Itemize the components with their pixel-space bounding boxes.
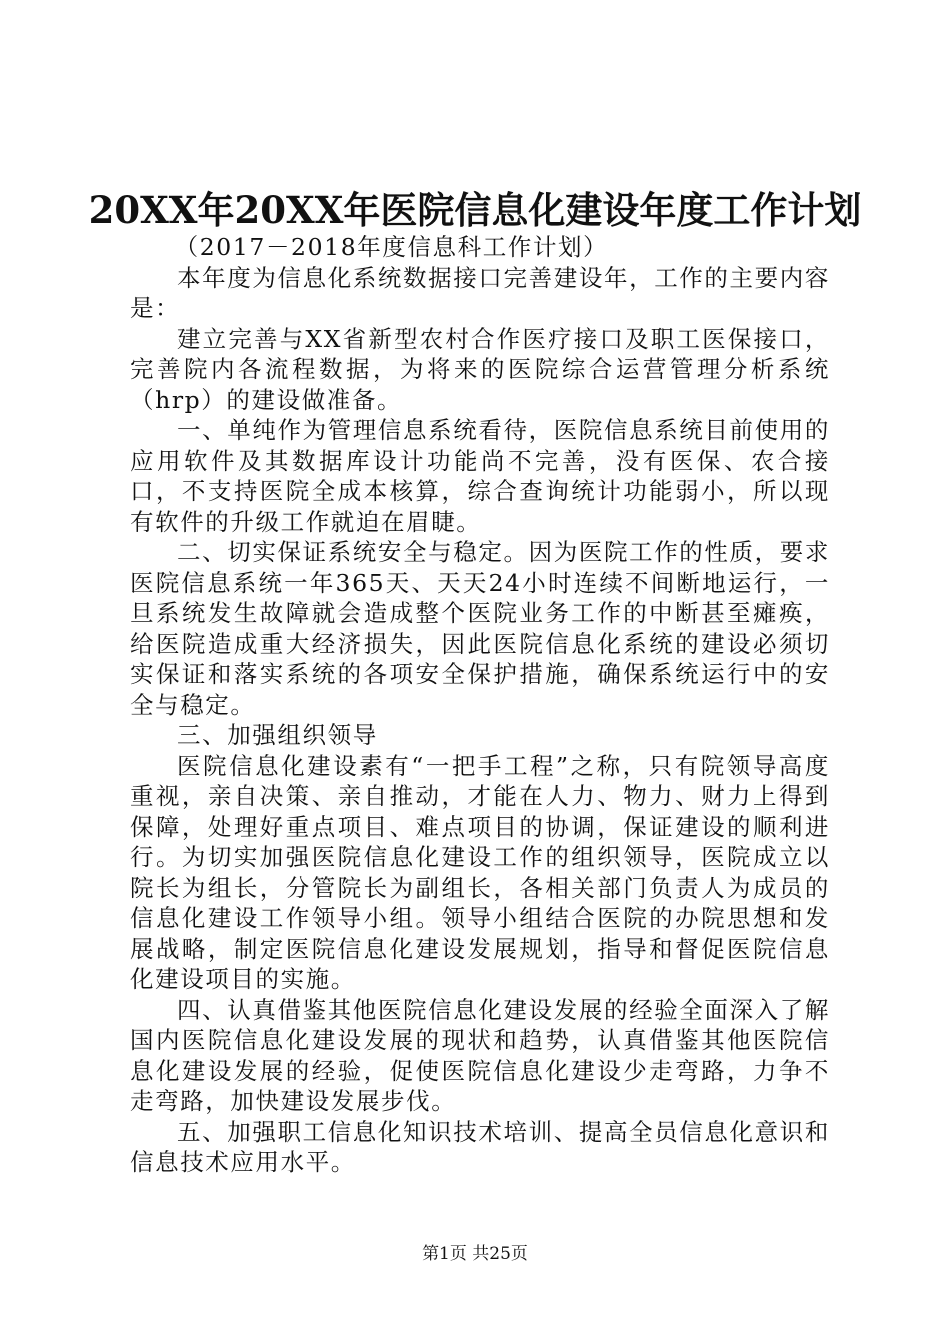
section-3-paragraph: 医院信息化建设素有“一把手工程”之称，只有院领导高度重视，亲自决策、亲自推动，才能在人力、物力、财力上得到保障，处理好重点项目、难点项目的协调，保证建设的顺利进行。为切实加强医院信息化建设工作的组织领导，医院成立以院长为组长，分管院长为副组长，各相关部门负责人为成员的信息化建设工作领导小组。领导小组结合医院的办院思想和发展战略，制定医院信息化建设发展规划，指导和督促医院信息化建设项目的实施。 xyxy=(130,751,830,993)
subtitle-paragraph: （2017－2018年度信息科工作计划） xyxy=(174,233,609,261)
section-4-paragraph: 四、认真借鉴其他医院信息化建设发展的经验全面深入了解国内医院信息化建设发展的现状和趋势，认真借鉴其他医院信息化建设发展的经验，促使医院信息化建设少走弯路，力争不走弯路，加快建设发展步伐。 xyxy=(130,995,830,1115)
document-title: 20XX年20XX年医院信息化建设年度工作计划 xyxy=(88,188,862,232)
section-1-paragraph: 一、单纯作为管理信息系统看待，医院信息系统目前使用的应用软件及其数据库设计功能尚不完善，没有医保、农合接口，不支持医院全成本核算，综合查询统计功能弱小，所以现有软件的升级工作就迫在眉睫。 xyxy=(130,416,830,536)
section-3-heading: 三、加强组织领导 xyxy=(177,721,378,749)
section-2-paragraph: 二、切实保证系统安全与稳定。因为医院工作的性质，要求医院信息系统一年365天、天天24小时连续不间断地运行，一旦系统发生故障就会造成整个医院业务工作的中断甚至瘫痪，给医院造成重大经济损失，因此医院信息化系统的建设必须切实保证和落实系统的各项安全保护措施，确保系统运行中的安全与稳定。 xyxy=(130,538,830,719)
intro-paragraph: 本年度为信息化系统数据接口完善建设年，工作的主要内容是： xyxy=(130,263,830,322)
document-body xyxy=(130,232,830,1178)
goal-paragraph: 建立完善与XX省新型农村合作医疗接口及职工医保接口，完善院内各流程数据，为将来的医院综合运营管理分析系统（hrp）的建设做准备。 xyxy=(130,324,830,414)
page-number-footer: 第1页 共25页 xyxy=(422,1244,528,1264)
section-5-paragraph: 五、加强职工信息化知识技术培训、提高全员信息化意识和信息技术应用水平。 xyxy=(130,1117,830,1176)
